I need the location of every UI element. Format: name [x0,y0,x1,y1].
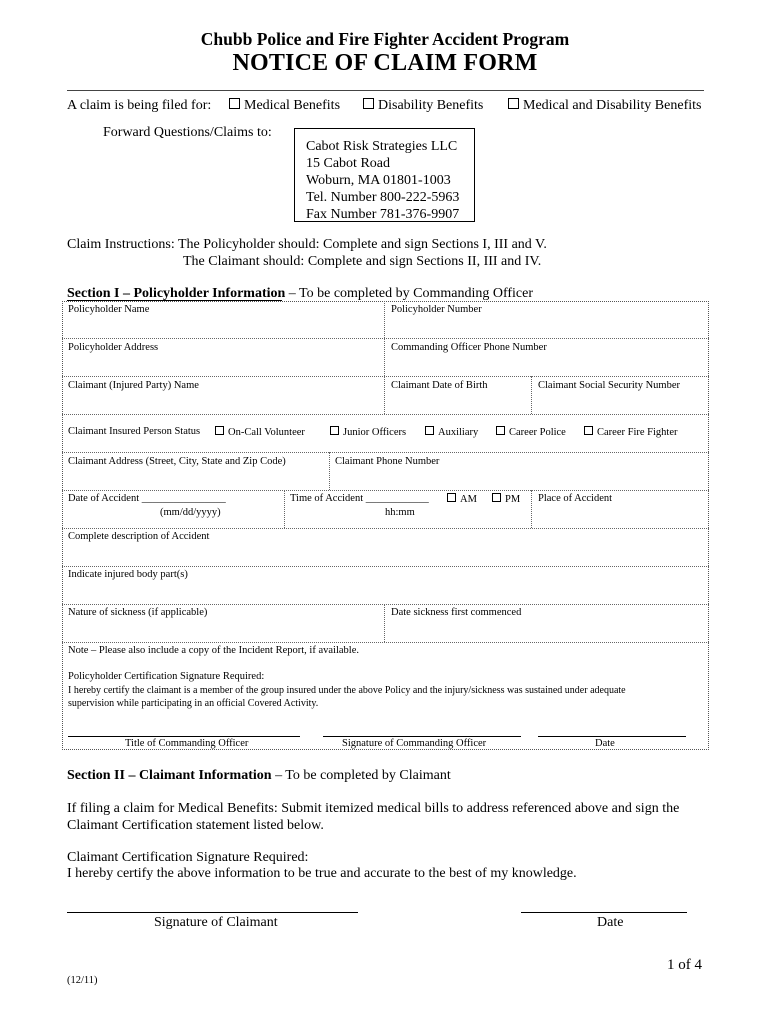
place-of-accident-field[interactable]: Place of Accident [538,493,613,504]
status-option-label: Career Police [509,427,566,438]
policyholder-address-field[interactable]: Policyholder Address [68,342,159,353]
status-option-label: On-Call Volunteer [228,427,305,438]
option-medical-label: Medical Benefits [244,98,341,113]
row-divider [62,490,709,491]
address-line: Tel. Number 800-222-5963 [306,190,460,205]
officer-signature-line[interactable] [323,736,521,737]
status-option-label: Auxiliary [438,427,479,438]
policyholder-name-field[interactable]: Policyholder Name [68,304,150,315]
claimant-address-field[interactable]: Claimant Address (Street, City, State and Zip Code) [68,456,286,467]
checkbox-medical-disability[interactable] [508,98,519,109]
col-divider [384,604,385,642]
checkbox-am[interactable] [447,493,456,502]
claimant-name-field[interactable]: Claimant (Injured Party) Name [68,380,199,391]
row-divider [62,376,709,377]
row-divider [62,452,709,453]
claimant-dob-field[interactable]: Claimant Date of Birth [391,380,488,391]
nature-of-sickness-field[interactable]: Nature of sickness (if applicable) [68,607,208,618]
policyholder-number-field[interactable]: Policyholder Number [391,304,482,315]
checkbox-auxiliary[interactable] [425,426,434,435]
status-auxiliary[interactable] [425,426,478,438]
officer-signature-label: Signature of Commanding Officer [342,738,487,749]
address-box [294,128,475,222]
status-option-label: Junior Officers [343,427,407,438]
status-label: Claimant Insured Person Status [68,426,201,437]
policyholder-cert-text: supervision while participating in an official Covered Activity. [68,698,319,709]
checkbox-on-call[interactable] [215,426,224,435]
claimant-ssn-field[interactable]: Claimant Social Security Number [538,380,681,391]
row-divider [62,642,709,643]
am-label: AM [460,494,477,505]
section2-subtitle: – To be completed by Claimant [271,768,451,783]
checkbox-career-fire[interactable] [584,426,593,435]
page-number: 1 of 4 [667,957,702,973]
claimant-cert-title: Claimant Certification Signature Required: [67,850,309,865]
address-line: Cabot Risk Strategies LLC [306,139,458,154]
title-signature-line[interactable] [68,736,300,737]
claimant-phone-field[interactable]: Claimant Phone Number [335,456,440,467]
instructions-claimant: The Claimant should: Complete and sign Sections II, III and IV. [183,254,542,269]
row-divider [62,566,709,567]
option-medical-disability-label: Medical and Disability Benefits [523,98,702,113]
option-disability[interactable] [363,98,483,114]
address-line: Woburn, MA 01801-1003 [306,173,451,188]
claimant-signature-line[interactable] [67,912,358,913]
claim-type-label: A claim is being filed for: [67,98,212,113]
section2-title: Section II – Claimant Information [67,768,272,783]
col-divider [531,376,532,414]
medical-instructions: Claimant Certification statement listed below. [67,818,324,833]
title-of-officer-label: Title of Commanding Officer [125,738,249,749]
pm-label: PM [505,494,521,505]
claimant-date-line[interactable] [521,912,687,913]
am-option[interactable] [447,493,477,505]
time-of-accident-field[interactable]: Time of Accident ____________ [290,493,429,504]
claimant-date-label: Date [597,915,624,930]
header-divider [67,90,704,91]
option-disability-label: Disability Benefits [378,98,484,113]
claimant-signature-label: Signature of Claimant [154,915,278,930]
option-medical[interactable] [229,98,340,114]
status-on-call[interactable] [215,426,305,438]
officer-phone-field[interactable]: Commanding Officer Phone Number [391,342,547,353]
time-format-hint: hh:mm [385,507,415,518]
checkbox-pm[interactable] [492,493,501,502]
checkbox-career-police[interactable] [496,426,505,435]
col-divider [531,490,532,528]
row-divider [62,414,709,415]
section1-title: Section I – Policyholder Information [67,286,286,301]
checkbox-disability[interactable] [363,98,374,109]
status-career-fire[interactable] [584,426,677,438]
checkbox-medical[interactable] [229,98,240,109]
col-divider [329,452,330,490]
claimant-cert-text: I hereby certify the above information to be true and accurate to the best of my knowledge. [67,866,577,881]
officer-date-line[interactable] [538,736,686,737]
incident-report-note: Note – Please also include a copy of the Incident Report, if available. [68,645,359,656]
col-divider [284,490,285,528]
address-line: Fax Number 781-376-9907 [306,207,460,222]
status-junior[interactable] [330,426,406,438]
pm-option[interactable] [492,493,520,505]
forward-label: Forward Questions/Claims to: [103,125,272,140]
body-parts-field[interactable]: Indicate injured body part(s) [68,569,188,580]
row-divider [62,604,709,605]
sickness-commenced-field[interactable]: Date sickness first commenced [391,607,522,618]
policyholder-cert-text: I hereby certify the claimant is a member of the group insured under the above Policy and the injury/sickness was sustained under adequate [68,685,626,696]
program-title: Chubb Police and Fire Fighter Accident Program [200,29,570,49]
date-format-hint: (mm/dd/yyyy) [160,507,221,518]
policyholder-cert-title: Policyholder Certification Signature Required: [68,671,265,682]
form-title: NOTICE OF CLAIM FORM [232,50,538,76]
accident-description-field[interactable]: Complete description of Accident [68,531,210,542]
medical-instructions: If filing a claim for Medical Benefits: Submit itemized medical bills to address referenced above and sign the [67,801,680,816]
checkbox-junior[interactable] [330,426,339,435]
officer-date-label: Date [595,738,615,749]
date-of-accident-field[interactable]: Date of Accident ________________ [68,493,226,504]
instructions-policyholder: Claim Instructions: The Policyholder should: Complete and sign Sections I, III and V. [67,237,547,252]
revision-date: (12/11) [67,975,98,986]
col-divider [384,301,385,414]
status-option-label: Career Fire Fighter [597,427,678,438]
option-medical-disability[interactable] [508,98,701,114]
row-divider [62,338,709,339]
address-line: 15 Cabot Road [306,156,390,171]
row-divider [62,528,709,529]
section2-heading [67,768,451,784]
section1-subtitle: – To be completed by Commanding Officer [285,286,534,301]
policyholder-table [62,301,709,750]
status-career-police[interactable] [496,426,566,438]
